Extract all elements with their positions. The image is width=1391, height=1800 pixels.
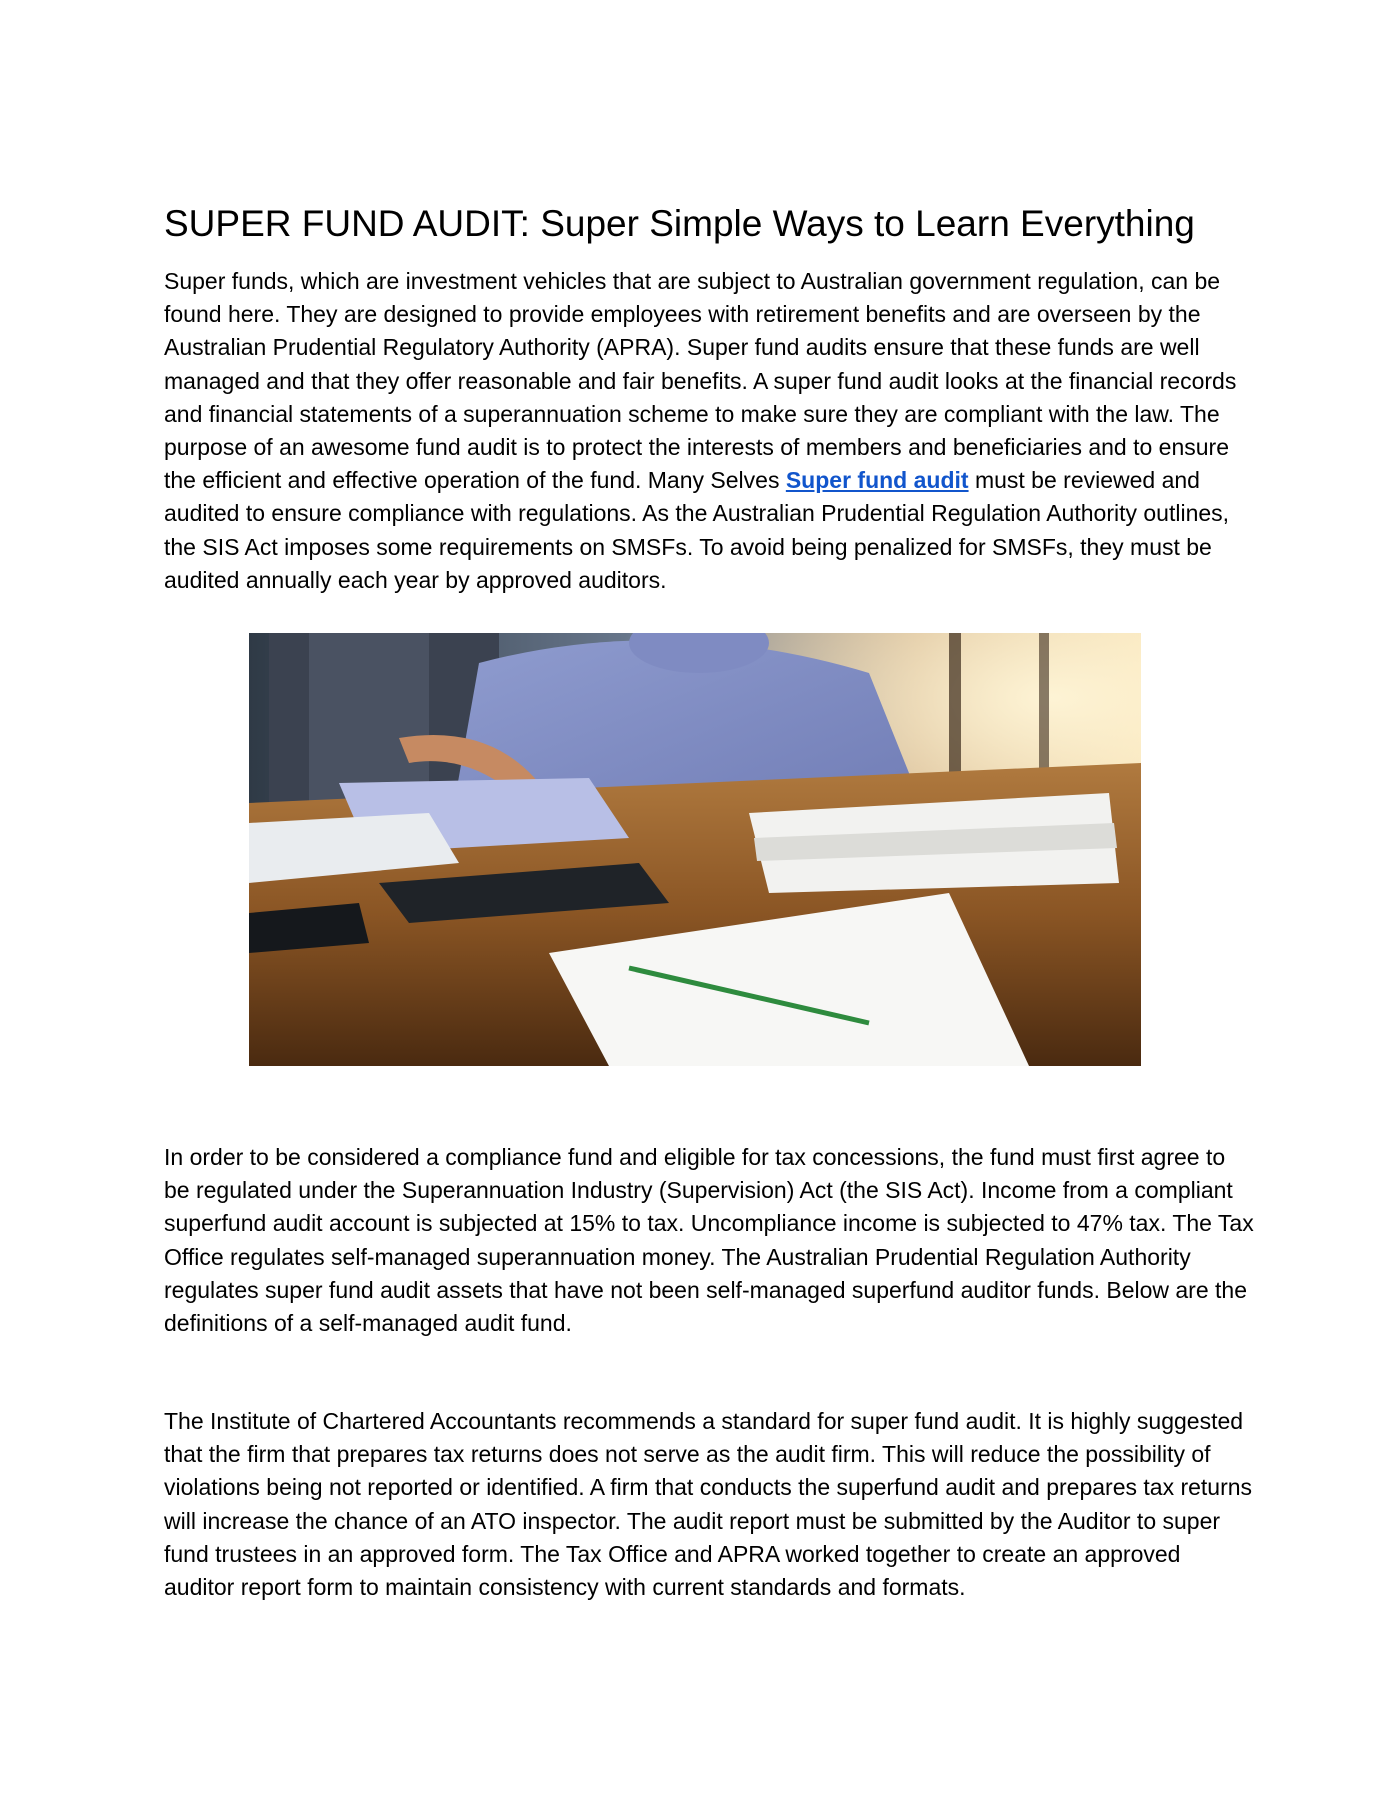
super-fund-audit-link[interactable]: Super fund audit	[785, 467, 969, 494]
intro-text-after-link: must be reviewed and audited to ensure compliance with regulations. As the Australian Prudential Regulation Authority outlines, the SIS Act imposes some requirements on SMSFs. To avoid being penalized for SMSFs, they must be audited annually each year by approved auditors.	[164, 467, 1230, 593]
document-title: SUPER FUND AUDIT: Super Simple Ways to Learn Everything	[164, 203, 1195, 244]
institute-standards-paragraph: The Institute of Chartered Accountants recommends a standard for super fund audit. It is highly suggested that the firm that prepares tax returns does not serve as the audit firm. This will reduce the possibility of violations being not reported or identified. A firm that conducts the superfund audit and prepares tax returns will increase the chance of an ATO inspector. The audit report must be submitted by the Auditor to super fund trustees in an approved form. The Tax Office and APRA worked together to create an approved auditor report form to maintain consistency with current standards and formats.	[164, 1408, 1253, 1601]
office-audit-photo	[249, 633, 1141, 1066]
tax-concessions-paragraph: In order to be considered a compliance fund and eligible for tax concessions, the fund must first agree to be regulated under the Superannuation Industry (Supervision) Act (the SIS Act). Income from a compliant superfund audit account is subjected at 15% to tax. Uncompliance income is subjected to 47% tax. The Tax Office regulates self-managed superannuation money. The Australian Prudential Regulation Authority regulates super fund audit assets that have not been self-managed superfund auditor funds. Below are the definitions of a self-managed audit fund.	[164, 1144, 1254, 1337]
intro-text-before-link: Super funds, which are investment vehicles that are subject to Australian government regulation, can be found here. They are designed to provide employees with retirement benefits and are overseen by the Australian Prudential Regulatory Authority (APRA). Super fund audits ensure that these funds are well managed and that they offer reasonable and fair benefits. A super fund audit looks at the financial records and financial statements of a superannuation scheme to make sure they are compliant with the law. The purpose of an awesome fund audit is to protect the interests of members and beneficiaries and to ensure the efficient and effective operation of the fund. Many Selves	[164, 268, 1237, 494]
intro-paragraph	[164, 265, 1254, 597]
